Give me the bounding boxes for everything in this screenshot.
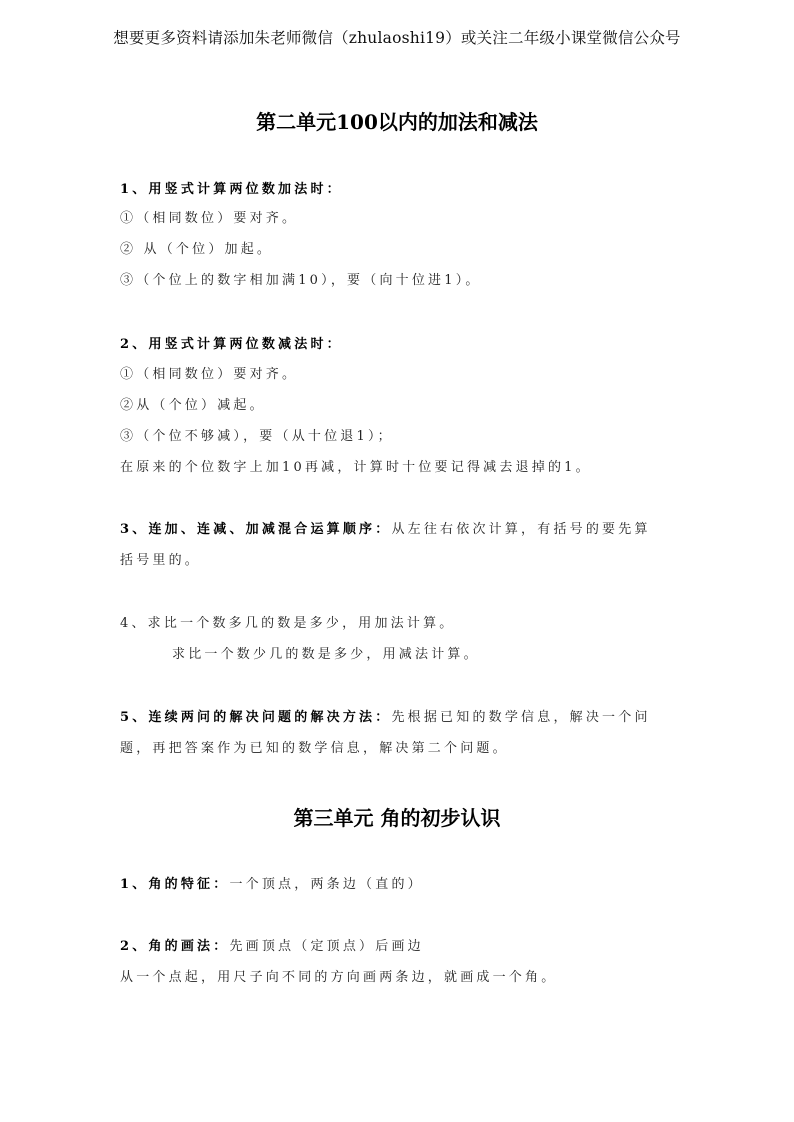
unit2-title: 第二单元100以内的加法和减法 [256, 110, 538, 134]
unit3-s2-line2: 从一个点起，用尺子向不同的方向画两条边，就画成一个角。 [120, 970, 558, 985]
unit2-s1-line3: ③（个位上的数字相加满10），要（向十位进1）。 [120, 273, 482, 288]
page-header-note: 想要更多资料请添加朱老师微信（zhulaoshi19）或关注二年级小课堂微信公众号 [113, 29, 681, 47]
unit3-s1-line: 1、角的特征：一个顶点，两条边（直的） [120, 877, 424, 892]
unit2-s5-line2: 题，再把答案作为已知的数学信息，解决第二个问题。 [120, 741, 509, 756]
unit2-s5-line1: 5、连续两问的解决问题的解决方法：先根据已知的数学信息，解决一个问 [120, 710, 651, 725]
unit3-s2-line1: 2、角的画法：先画顶点（定顶点）后画边 [120, 939, 424, 954]
unit2-s1-heading: 1、用竖式计算两位数加法时： [120, 182, 343, 197]
unit2-s3-line2: 括号里的。 [120, 553, 202, 568]
unit2-s2-heading: 2、用竖式计算两位数减法时： [120, 337, 343, 352]
unit3-title: 第三单元 角的初步认识 [293, 806, 501, 830]
unit2-s4-line2: 求比一个数少几的数是多少，用减法计算。 [172, 647, 480, 662]
unit2-s2-line1: ①（相同数位）要对齐。 [120, 367, 299, 382]
unit2-s3-line1: 3、连加、连减、加减混合运算顺序：从左往右依次计算，有括号的要先算 [120, 522, 651, 537]
unit2-s4-line1: 4、求比一个数多几的数是多少，用加法计算。 [120, 616, 456, 631]
unit2-s1-line1: ①（相同数位）要对齐。 [120, 211, 299, 226]
unit2-s2-line4: 在原来的个位数字上加10再减，计算时十位要记得减去退掉的1。 [120, 460, 592, 475]
unit2-s1-line2: ② 从（个位）加起。 [120, 242, 274, 257]
unit2-s2-line3: ③（个位不够减），要（从十位退1）； [120, 429, 394, 444]
unit2-s2-line2: ②从（个位）减起。 [120, 398, 266, 413]
